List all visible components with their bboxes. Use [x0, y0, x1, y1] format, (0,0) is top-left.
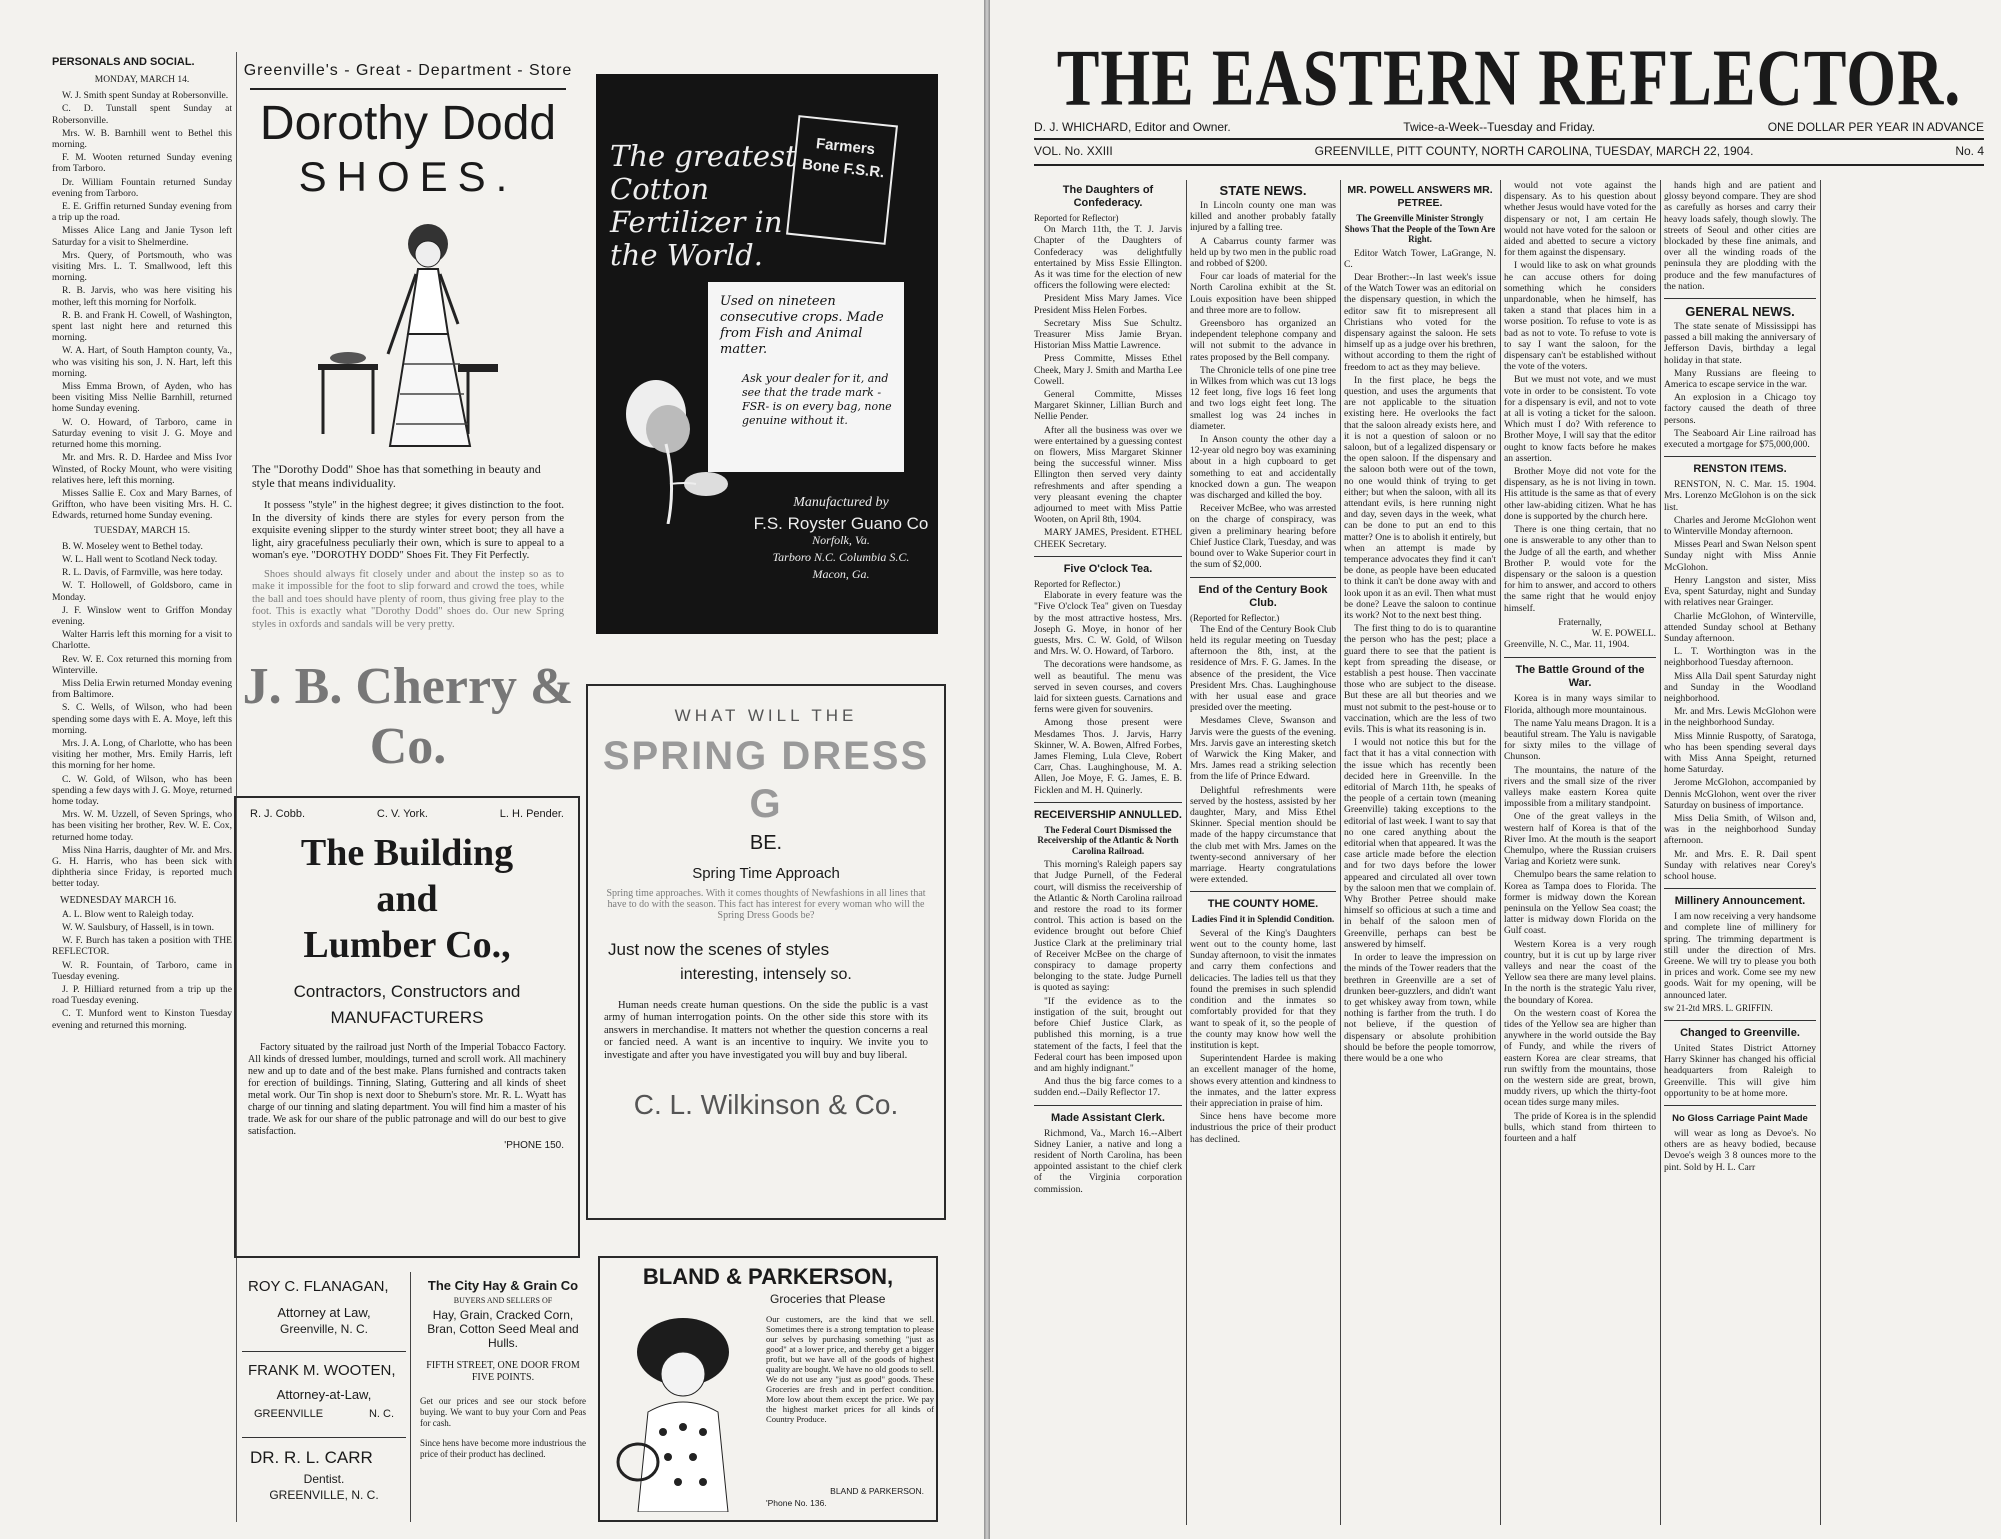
hay-items: Hay, Grain, Cracked Corn, Bran, Cotton Seed Meal and Hulls. — [427, 1308, 579, 1350]
personal-item: C. W. Gold, of Wilson, who has been spending a few days with J. G. Moye, returned home today. — [52, 773, 232, 807]
personal-item: R. L. Davis, of Farmville, was here today. — [62, 567, 223, 579]
carr-name: DR. R. L. CARR — [250, 1448, 373, 1467]
paragraph: Charles and Jerome McGlohon went to Winterville Monday afternoon. — [1664, 514, 1816, 538]
lumber-phone: 'PHONE 150. — [504, 1140, 564, 1151]
changed-text — [1664, 1043, 1816, 1099]
hay-footer: Since hens have become more industrious the price of their product has declined. — [420, 1437, 586, 1459]
personal-item: W. W. Saulsbury, of Hassell, is in town. — [62, 922, 214, 934]
dodd-tagline: The "Dorothy Dodd" Shoe has that something in beauty and style that means individuality. — [252, 462, 541, 490]
personal-item: W. O. Howard, of Tarboro, came in Saturday evening to visit J. G. Moye and returned home this morning. — [52, 416, 232, 451]
personal-item: Dr. William Fountain returned Sunday evening from Tarboro. — [52, 176, 232, 199]
paragraph: After all the business was over we were entertained by a guessing contest on flowers, Miss Margaret Skinner being the successful winner. Miss Ellington then served very dainty refreshments and after spending a very pleasant evening the chapter adjourned to meet with Miss Pattie Wooten, on April 8th, 1904. — [1034, 424, 1182, 526]
hay-addr: FIFTH STREET, ONE DOOR FROM FIVE POINTS. — [426, 1360, 580, 1383]
spring-scenes-1: Just now the scenes of styles — [608, 939, 830, 959]
dodd-top-line: Greenville's - Great - Department - Store — [243, 62, 573, 79]
number-line: No. 4 — [1955, 144, 1984, 158]
paragraph: Richmond, Va., March 16.--Albert Sidney Lanier, a native and long a resident of North Carolina, has been appointed assistant to the chief clerk of the Virginia corporation commission. — [1034, 1127, 1182, 1195]
paragraph: Many Russians are fleeing to America to escape service in the war. — [1664, 367, 1816, 391]
column-3 — [1344, 180, 1496, 1525]
paragraph: Chemulpo bears the same relation to Korea as Tampa does to Florida. The former is midway down the Korean peninsula on the Yellow Sea coast; the latter is midway down Florida on the Gulf coast. — [1504, 869, 1656, 937]
carr-place: GREENVILLE, N. C. — [269, 1488, 379, 1502]
paragraph: An explosion in a Chicago toy factory caused the death of three persons. — [1664, 392, 1816, 426]
paragraph: Henry Langston and sister, Miss Eva, spent Saturday, night and Sunday with relatives near Grainger. — [1664, 574, 1816, 609]
personal-item: Walter Harris left this morning for a visit to Charlotte. — [52, 629, 232, 652]
paragraph: "If the evidence as to the instigation of the suit, brought out before Chief Justice Clark, as published this morning, is a true statement of the facts, I feel that the Federal court has been imposed upon and am highly indignant." — [1034, 995, 1182, 1074]
personal-item: W. J. Smith spent Sunday at Robersonville. — [62, 90, 229, 102]
maker-line-1: Manufactured by — [793, 495, 889, 510]
paragraph: I would like to ask on what grounds he can accuse others for doing something which he considers unpardonable, when he himself, has taken a stand that places him in a worse position. To refuse to vote is as bad as not to vote. To refuse to vote is to say I want the saloon, for the dispensary can't be established without the vote of the voters. — [1504, 260, 1656, 373]
wooten-card — [242, 1358, 406, 1438]
daughters-text — [1034, 224, 1182, 550]
letter-date: Greenville, N. C., Mar. 11, 1904. — [1504, 640, 1630, 651]
wooten-title: Attorney-at-Law, — [276, 1387, 372, 1402]
paragraph: will wear as long as Devoe's. No others are as heavy bodied, because Devoe's weigh 3 8 ounces more to the pint. Sold by H. L. Carr — [1664, 1128, 1816, 1173]
lumber-body: Factory situated by the railroad just North of the Imperial Tobacco Factory. All kinds of dressed lumber, mouldings, turned and scroll work. All machinery new and up to date and of the best make. Plans furnished and contracts taken for erection of buildings. Tinning, Slating, Guttering and all kinds of sheet metal work. Our Tin shop is next door to Sheburn's store. Mr. R. L. Wyatt has charge of our tinning and slating department. You will find him a master of his trade. We ask for our share of the public patronage and will do our best to give satisfaction. — [248, 1042, 566, 1137]
personal-item: W. R. Fountain, of Tarboro, came in Tuesday evening. — [52, 959, 232, 982]
paragraph: The decorations were handsome, as well as beautiful. The menu was served in seven courses, and covers laid for sixteen guests. Carnations and ferns were given for souvenirs. — [1034, 659, 1182, 716]
personal-item: Mrs. Query, of Portsmouth, who was visiting Mrs. L. T. Smallwood, left this morning. — [52, 249, 232, 284]
personal-item: W. A. Hart, of South Hampton county, Va., who was visiting his son, J. N. Hart, left this morning. — [52, 345, 232, 379]
paragraph: The Chronicle tells of one pine tree in Wilkes from which was cut 13 logs 12 feet long, five logs 16 feet long and two logs eight feet long. The smallest log was 24 inches in diameter. — [1190, 364, 1336, 432]
bland-sign: BLAND & PARKERSON. — [830, 1486, 924, 1496]
dodd-body-2: Shoes should always fit closely under and about the instep so as to make it impossible for the foot to slip forward and crowd the toes, while the ball and toes should have plenty of room, thus giving free play to the foot. This is exactly what "Dorothy Dodd" shoes do. Our new Spring styles in oxfords and sandals will be very pretty. — [252, 568, 564, 630]
personal-item: Miss Delia Erwin returned Monday evening from Baltimore. — [52, 677, 232, 701]
paragraph: The mountains, the nature of the rivers and the small size of the river valleys make eastern Korea quite impossible from a military standpoint. — [1504, 764, 1656, 810]
lumber-partner-name: R. J. Cobb. — [250, 808, 306, 820]
renston-text — [1664, 479, 1816, 882]
paragraph: United States District Attorney Harry Skinner has changed his official headquarters from Raleigh to Greenville. This will give him opportunity to be at home more. — [1664, 1043, 1816, 1099]
battle-ground-text — [1504, 693, 1656, 1144]
paragraph: I would not notice this but for the fact that it has a vital connection with the issue which has recently been decided here in Greenville. In the editorial of March 11th, he speaks of the people of a certain town (meaning Greenville) taking exceptions to the editorial of last week. I want to say that no one cared anything about the editorial when that appeared. It was the case article made before the election and for two days before the lower appeared and circulated all over town by the saloon men that we complain of. Why Brother Petree should make himself so officious at such a time and in behalf of the saloon men of Greenville, perhaps can best be answered by himself. — [1344, 737, 1496, 950]
spring-be: BE. — [749, 832, 783, 854]
personal-item: Rev. W. E. Cox returned this morning from Winterville. — [52, 653, 232, 676]
paragraph: Delightful refreshments were served by the hostess, assisted by her daughter, Mary, and Miss Ethel Skinner. Special mention should be made of the happy circumstance that the club met with Mrs. James on the twenty-second anniversary of her marriage. Hearty congratulations were extended. — [1190, 784, 1336, 886]
personal-item: Miss Emma Brown, of Ayden, who has been visiting Miss Nellie Barnhill, returned home Sunday evening. — [52, 381, 232, 415]
county-home-heading: THE COUNTY HOME. — [1207, 898, 1319, 911]
tea-text — [1034, 590, 1182, 796]
lumber-sub-1: Contractors, Constructors and — [293, 982, 521, 1001]
personal-item: W. F. Burch has taken a position with THE REFLECTOR. — [52, 935, 232, 958]
paragraph: hands high and are patient and glossy beyond compare. They are shod as carefully as horses and carry their heavy loads safely, though slowly. The streets of Seoul and other cities are blockaded by these fine animals, and over all the winding roads of the peninsula they are plodding with the produce and the few manufactures of the nation. — [1664, 180, 1816, 292]
receivership-text — [1034, 859, 1182, 1098]
personal-item: Mrs. J. A. Long, of Charlotte, who has been visiting her mother, Mrs. Emily Harris, left this morning for her home. — [52, 737, 232, 772]
paragraph: And thus the big farce comes to a sudden end.--Daily Reflector 17. — [1034, 1076, 1182, 1099]
flanagan-name: ROY C. FLANAGAN, — [248, 1278, 389, 1295]
dorothy-dodd-ad — [240, 52, 576, 780]
personal-item: R. B. and Frank H. Cowell, of Washington, spent last night here and returned this morning. — [52, 309, 232, 344]
paragraph: The state senate of Mississippi has passed a bill making the anniversary of Jefferson Davis, birthday a legal holiday in that state. — [1664, 321, 1816, 366]
state-news-text — [1190, 200, 1336, 571]
note-text-2: Ask your dealer for it, and see that the trade mark -FSR- is on every bag, none genuine without it. — [742, 372, 892, 427]
personal-item: F. M. Wooten returned Sunday evening from Tarboro. — [52, 152, 232, 175]
paragraph: General Committe, Misses Margaret Skinner, Lillian Burch and Nellie Pender. — [1034, 389, 1182, 423]
bland-parkerson-ad — [598, 1256, 938, 1522]
paragraph: Miss Alla Dail spent Saturday night and Sunday in the Woodland neighborhood. — [1664, 670, 1816, 704]
column-2 — [1190, 180, 1336, 1525]
paragraph: MARY JAMES, President. ETHEL CHEEK Secretary. — [1034, 527, 1182, 550]
lady-illustration — [608, 1312, 758, 1512]
paragraph: Dear Brother:--In last week's issue of the Watch Tower was an editorial on the dispensary question, in which the editor saw fit to misrepresent all Christians who voted for the dispensary against the saloon. He sets himself up as a judge over his brethren, without according to them the right of freedom to act as they may believe. — [1344, 271, 1496, 373]
sack-label: Farmers Bone F.S.R. — [801, 135, 886, 182]
paragraph: would not vote against the dispensary. As to his question about whether Jesus would have voted for the dispensary or not, I am certain He would not have voted for the saloon or aided and abetted to secure a victory for them against the dispensary. — [1504, 180, 1656, 259]
paragraph: Elaborate in every feature was the "Five O'clock Tea" given on Tuesday by the most attractive hostess, Mrs. Joseph G. Moye, in honor of her guests, Mrs. C. W. Gold, of Wilson and Mrs. W. O. Howard, of Tarboro. — [1034, 590, 1182, 658]
left-page — [0, 0, 984, 1539]
paragraph: One of the great valleys in the western half of Korea is that of the River Imo. At the mouth is the seaport Chemulpo, where the Russian cruisers Variag and Korietz were sunk. — [1504, 811, 1656, 868]
paragraph: Miss Delia Smith, of Wilson and, was in the neighborhood Sunday afternoon. — [1664, 812, 1816, 847]
paragraph: Among those present were Mesdames Thos. J. Jarvis, Harry Skinner, W. A. Bowen, Alfred Forbes, James Fleming, Lula Cleve, Robert Carr, Chas. Laughinghouse, M. A. Allen, Joe Moye, F. G. James, E. B. Ficklen and M. H. Quinerly. — [1034, 717, 1182, 796]
paragraph: Superintendent Hardee is making an excellent manager of the home, shows every attention and kindness to the inmates, and the latter express their appreciation in praise of him. — [1190, 1053, 1336, 1109]
cherry-store-name: J. B. Cherry & Co. — [242, 658, 574, 775]
paragraph: In Anson county the other day a 12-year old negro boy was examining about in a high cupboard to get something to eat and accidentally knocked down a gun. The weapon was discharged and killed the boy. — [1190, 434, 1336, 502]
lumber-title-1: The Building — [300, 832, 514, 874]
lumber-partner-name: C. V. York. — [376, 808, 428, 820]
wilkinson-store-name: C. L. Wilkinson & Co. — [633, 1089, 899, 1121]
personal-item: E. E. Griffin returned Sunday evening from a trip up the road. — [52, 201, 232, 224]
paint-text — [1664, 1128, 1816, 1173]
paragraph: Secretary Miss Sue Schultz. Treasurer Miss Jamie Bryan. Historian Miss Mattie Lawrence. — [1034, 317, 1182, 352]
battle-ground-heading: The Battle Ground of the War. — [1515, 664, 1645, 690]
county-home-sub: Ladies Find it in Splendid Condition. — [1191, 914, 1335, 925]
woman-illustration — [308, 214, 508, 454]
general-news-heading: GENERAL NEWS. — [1685, 304, 1795, 320]
paragraph: Brother Moye did not vote for the dispensary, as he is not living in town. His attitude is the same as that of every other law-abiding citizen. What he has done is supported by the church here. — [1504, 466, 1656, 522]
price-line: ONE DOLLAR PER YEAR IN ADVANCE — [1767, 120, 1984, 134]
millinery-heading: Millinery Announcement. — [1674, 895, 1806, 908]
paragraph: Mr. and Mrs. E. R. Dail spent Sunday with relatives near Corey's school house. — [1664, 848, 1816, 882]
paragraph: In order to leave the impression on the minds of the Tower readers that the brethren in Greenville are a set of drunken beer-guzzlers, and didn't want to get whiskey away from town, while nothing is farther from the truth. I do not believe, if the question of dispensary or absolute prohibition should be before the people tomorrow, there would be a one who — [1344, 952, 1496, 1064]
personal-item: W. T. Hollowell, of Goldsboro, came in Monday. — [52, 580, 232, 603]
book-club-heading: End of the Century Book Club. — [1198, 583, 1328, 609]
issue-line: Twice-a-Week--Tuesday and Friday. — [1403, 120, 1596, 134]
personal-item: Mrs. W. B. Barnhill went to Bethel this morning. — [52, 127, 232, 151]
receivership-heading: RECEIVERSHIP ANNULLED. — [1034, 808, 1182, 821]
column-6-blank — [1824, 180, 1984, 1525]
personal-item: J. P. Hilliard returned from a trip up the road Tuesday evening. — [52, 984, 232, 1007]
paragraph: The name Yalu means Dragon. It is a beautiful stream. The Yalu is navigable for sixty miles to the village of Chunson. — [1504, 717, 1656, 763]
powell-heading: MR. POWELL ANSWERS MR. PETREE. — [1347, 184, 1493, 209]
paragraph: Several of the King's Daughters went out to the county home, last Sunday afternoon, to visit the inmates and carry them confections and delicacies. The ladies tell us that they found the premises in such splendid condition and the inmates so comfortably provided for that they want to speak of it, so the people of the county may know how well the institution is kept. — [1190, 927, 1336, 1051]
hay-sub: BUYERS AND SELLERS OF — [453, 1296, 553, 1305]
spring-big: SPRING DRESS G — [602, 734, 930, 826]
wooten-name: FRANK M. WOOTEN, — [248, 1362, 396, 1379]
paragraph: The first thing to do is to quarantine the person who has the pest; place a guard there to see that the patient is kept from spreading the disease, or establish a pest house. Then vaccinate those who are subject to the disease. But these are all but theories and we must not submit to the pest-house or to vaccination, which are the less of two evils. This is what its reasoning is in. — [1344, 623, 1496, 736]
fertilizer-headline: The greatest Cotton Fertilizer in the World. — [610, 139, 797, 272]
paragraph: Misses Pearl and Swan Nelson spent Sunday night with Miss Annie McGlohon. — [1664, 539, 1816, 573]
personal-item: Misses Sallie E. Cox and Mary Barnes, of Griffton, who have been visiting Mrs. H. C. Edwards, returned home Sunday evening. — [52, 487, 232, 522]
paragraph: Since hens have become more industrious the price of their product has declined. — [1190, 1111, 1336, 1145]
newspaper-title: THE EASTERN REFLECTOR. — [1056, 33, 1962, 122]
paragraph: Editor Watch Tower, LaGrange, N. C. — [1344, 247, 1496, 270]
personal-item: A. L. Blow went to Raleigh today. — [62, 908, 194, 920]
maker-line-3: Norfolk, Va. — [812, 533, 870, 547]
paragraph: Mr. and Mrs. Lewis McGlohon were in the neighborhood Sunday. — [1664, 706, 1816, 729]
powell-sub: The Greenville Minister Strongly Shows That the People of the Town Are Right. — [1344, 213, 1496, 244]
paragraph: This morning's Raleigh papers say that Judge Purnell, of the Federal court, will dismiss the receivership of the Atlantic & North Carolina railroad and restore the road to its former control. This action is based on the evidence brought out before Chief Justice Clark at the preliminary trial of Receiver McBee on the charge of conspiracy to damage property belonging to the state. Judge Purnell is quoted as saying: — [1034, 859, 1182, 994]
clerk-heading: Made Assistant Clerk. — [1051, 1111, 1165, 1124]
personals-monday-list — [52, 90, 232, 521]
personals-tuesday-list — [52, 541, 232, 890]
column-1 — [1034, 180, 1182, 1525]
spring-body-1: Spring time approaches. With it comes thoughts of Newfashions in all lines that have to do with the season. This fact has interest for every woman who will the Spring Dress Goods be? — [606, 888, 926, 922]
carr-title: Dentist. — [303, 1472, 345, 1486]
maker-line-4: Tarboro N.C. Columbia S.C. — [772, 550, 910, 564]
spring-question: WHAT WILL THE — [674, 706, 858, 725]
general-news-text — [1664, 321, 1816, 450]
lumber-title-3: Lumber Co., — [303, 924, 511, 966]
column-4 — [1504, 180, 1656, 1525]
editor-line: D. J. WHICHARD, Editor and Owner. — [1034, 120, 1231, 134]
lumber-names — [250, 808, 564, 820]
flanagan-place: Greenville, N. C. — [279, 1322, 369, 1336]
book-club-text — [1190, 624, 1336, 886]
county-home-text — [1190, 928, 1336, 1145]
paint-heading: No Gloss Carriage Paint Made — [1672, 1113, 1808, 1125]
paragraph: On the western coast of Korea the tides of the Yellow sea are higher than anywhere in the world outside the Bay of Fundy, and while the rivers of eastern Korea are clear streams, that run swiftly from the mountains, those on the western side are great, brown, muddy rivers, up which the thirty-foot ocean tides surge many miles. — [1504, 1007, 1656, 1109]
letter-closing: Fraternally, — [1558, 617, 1602, 628]
personal-item: B. W. Moseley went to Bethel today. — [62, 540, 203, 552]
paragraph: The pride of Korea is in the splendid bulls, which stand from thirteen to fourteen and a half — [1504, 1110, 1656, 1145]
spring-body-2: Human needs create human questions. On the side the public is a vast army of human interrogation points. On the other side this store with its answers in merchandise. It matters not whether the question concerns a real or fancied need. A want is an incentive to inquiry. We invite you to investigate and after you have investigated you will buy and buy liberal. — [604, 999, 928, 1061]
millinery-sign: sw 21-2td MRS. L. GRIFFIN. — [1664, 1002, 1773, 1013]
receivership-sub: The Federal Court Dismissed the Receivership of the Atlantic & North Carolina Railroad. — [1037, 824, 1179, 856]
paragraph: Mesdames Cleve, Swanson and Jarvis were the guests of the evening. Mrs. Jarvis gave an interesting sketch of Warwick the King Maker, and Mrs. James read a striking selection from the life of Prince Edward. — [1190, 715, 1336, 783]
personal-item: Mr. and Mrs. R. D. Hardee and Miss Ivor Winsted, of Rocky Mount, who were visiting relatives here, left this morning. — [52, 452, 232, 486]
paragraph: The Seaboard Air Line railroad has executed a mortgage for $75,000,000. — [1664, 427, 1816, 451]
paragraph: I am now receiving a very handsome and complete line of millinery for spring. The trimming department is still under the direction of Mrs. Greene. We will try to please you both in prices and work. Come see my new goods. Wait for my opening, will be announced later. — [1664, 911, 1816, 1001]
personal-item: J. F. Winslow went to Griffon Monday evening. — [52, 604, 232, 627]
day-heading-monday: MONDAY, MARCH 14. — [94, 75, 190, 85]
cotton-flower-icon — [606, 374, 736, 524]
paragraph: In the first place, he begs the question, and uses the arguments that are not applicable to the situation existing here. He overlooks the fact that the saloon already exists here, and it is not a question of saloon or no saloon, but of a legalized dispensary or the open saloon. If the dispensary and the saloon both were out of the town, no one would think of trying to get either; but when the saloon, with all its attendant evils, is here running night and day, seven days in the week, what can be done to put an end to this matter? One is to abolish it entirely, but when an attempt is made by temperance advocates they find it can't be done, as people have been educated to think it can't be done away with and look upon it as an evil. Then what must be done? Leave the saloon to continue its work? Not to the next best thing. — [1344, 374, 1496, 621]
paragraph: The End of the Century Book Club held its regular meeting on Tuesday afternoon the 8th, inst, at the residence of Mrs. F. G. James. In the absence of the president, the Vice President Mrs. Chas. Laughinghouse with her usual ease and grace presided over the meeting. — [1190, 623, 1336, 714]
spring-dress-ad — [586, 684, 946, 1220]
letter-signature: W. E. POWELL. — [1591, 628, 1656, 639]
daughters-report: Reported for Reflector) — [1034, 213, 1119, 223]
millinery-text — [1664, 911, 1816, 1001]
clerk-text — [1034, 1128, 1182, 1195]
lumber-title-2: and — [376, 878, 438, 920]
volume-line: VOL. No. XXIII — [1034, 144, 1113, 158]
paragraph: In Lincoln county one man was killed and another probably fatally injured by a falling tree. — [1190, 200, 1336, 234]
day-heading-tuesday: TUESDAY, MARCH 15. — [93, 525, 191, 536]
paragraph: Charlie McGlohon, of Winterville, attended Sunday school at Bethany Sunday afternoon. — [1664, 610, 1816, 644]
bland-title: BLAND & PARKERSON, — [642, 1264, 894, 1289]
lumber-partner-name: L. H. Pender. — [499, 808, 564, 820]
bland-body: Our customers, are the kind that we sell. Sometimes there is a strong temptation to please our selves by purchasing something "just as good" at a lower price, and thereby get a bigger profit, but we have all of the goods of highest quality are bought. We have no old goods to sell. We do not use any "just as good" goods. These Groceries are fresh and in perfect condition. More low about them except the price. We pay the highest market prices for all kinds of Country Produce. — [766, 1314, 934, 1424]
personal-item: Miss Nina Harris, daughter of Mr. and Mrs. G. H. Harris, who has been sick with diphtheria since Friday, is reported much better today. — [52, 844, 232, 890]
dodd-brand: Dorothy Dodd — [259, 97, 557, 150]
dodd-body: It possess "style" in the highest degree; it gives distinction to the foot. In the diversity of kinds there are styles for every person from the exquisite evening slipper to the sturdy winter street boot; they all have a light, airy gracefulness peculiarly their own, which is sure to appeal to a woman's eye. "DOROTHY DODD" Shoes Fit. They Fit Perfectly. — [252, 500, 564, 561]
hay-grain-ad — [414, 1272, 592, 1522]
wooten-place-2: N. C. — [368, 1408, 394, 1420]
tea-report: Reported for Reflector.) — [1034, 578, 1121, 589]
fertilizer-ad — [596, 74, 938, 634]
dateline: GREENVILLE, PITT COUNTY, NORTH CAROLINA, TUESDAY, MARCH 22, 1904. — [1314, 144, 1754, 158]
sack-illustration — [786, 115, 898, 245]
tea-heading: Five O'clock Tea. — [1063, 562, 1153, 575]
powell-letter-text — [1344, 248, 1496, 1065]
lumber-ad — [234, 796, 580, 1258]
renston-heading: RENSTON ITEMS. — [1693, 463, 1787, 476]
flanagan-title: Attorney at Law, — [277, 1305, 371, 1320]
carr-card — [242, 1444, 406, 1520]
paragraph: But we must not vote, and we must vote in order to be consistent. To vote for a dispensary is evil, and not to vote at all is voting a ticket for the saloon. Which must I do? With reference to Brother Moye, I will say that the editor ought to know facts before he makes an assertion. — [1504, 374, 1656, 464]
paragraph: Korea is in many ways similar to Florida, although more mountainous. — [1504, 693, 1656, 716]
maker-line-5: Macon, Ga. — [812, 567, 870, 581]
personal-item: C. T. Munford went to Kinston Tuesday evening and returned this morning. — [52, 1008, 232, 1031]
right-page — [990, 0, 2001, 1539]
spring-approach: Spring Time Approach — [692, 865, 840, 882]
fertilizer-note — [708, 282, 904, 472]
paragraph: Greensboro has organized an independent telephone company and will not submit to the advance in rates proposed by the Bell company. — [1190, 318, 1336, 363]
paragraph: Receiver McBee, who was arrested on the charge of conspiracy, was given a preliminary hearing before Chief Justice Clark, Tuesday, and was bound over to Wake Superior court in the sum of $2,000. — [1190, 503, 1336, 571]
personal-item: C. D. Tunstall spent Sunday at Robersonville. — [52, 103, 232, 126]
paragraph: Miss Minnie Ruspotty, of Saratoga, who has been spending several days with Miss Anna Speight, returned home Saturday. — [1664, 730, 1816, 776]
hay-body: Get our prices and see our stock before buying. We want to buy your Corn and Peas for cash. — [420, 1396, 586, 1429]
dodd-product: SHOES. — [298, 153, 518, 200]
personal-item: S. C. Wells, of Wilson, who had been spending some days with E. A. Moye, left this morning. — [52, 702, 232, 736]
masthead — [1034, 28, 1984, 178]
personal-item: W. L. Hall went to Scotland Neck today. — [62, 553, 218, 565]
lumber-sub-2: MANUFACTURERS — [330, 1008, 484, 1027]
hay-title: The City Hay & Grain Co — [427, 1278, 579, 1293]
powell-letter-continued — [1504, 180, 1656, 614]
personals-heading: PERSONALS AND SOCIAL. — [52, 56, 195, 68]
daughters-heading: The Daughters of Confederacy. — [1062, 184, 1154, 209]
paragraph: L. T. Worthington was in the neighborhood Tuesday afternoon. — [1664, 646, 1816, 669]
personals-wednesday-list — [52, 909, 232, 1031]
state-news-heading: STATE NEWS. — [1219, 183, 1307, 198]
note-text: Used on nineteen consecutive crops. Made from Fish and Animal matter. — [720, 294, 884, 357]
personal-item: Misses Alice Lang and Janie Tyson left Saturday for a visit to Shelmerdine. — [52, 225, 232, 248]
paragraph: Jerome McGlohon, accompanied by Dennis McGlohon, went over the river Saturday on business of importance. — [1664, 777, 1816, 811]
paragraph: A Cabarrus county farmer was held up by two men in the public road and robbed of $200. — [1190, 235, 1336, 270]
personals-column — [52, 52, 232, 1522]
paragraph: President Miss Mary James. Vice President Miss Helen Forbes. — [1034, 293, 1182, 316]
wooten-place-1: GREENVILLE — [254, 1408, 324, 1420]
paragraph: Four car loads of material for the North Carolina exhibit at the St. Louis exposition have been shipped and three more are to follow. — [1190, 271, 1336, 316]
personal-item: R. B. Jarvis, who was here visiting his mother, left this morning for Norfolk. — [52, 285, 232, 308]
paragraph: RENSTON, N. C. Mar. 15. 1904. Mrs. Lorenzo McGlohon is on the sick list. — [1664, 479, 1816, 513]
paragraph: There is one thing certain, that no one is answerable to any other than to the Judge of all the earth, and whether Brother P. would vote for the dispensary or the saloon is a question for him to answer, and accord to others the same right that he would enjoy himself. — [1504, 524, 1656, 614]
paragraph: Western Korea is a very rough country, but it is cut up by large river valleys and near the coast of the Yellow sea there are many level plains. In the north is the strategic Yalu river, the boundary of Korea. — [1504, 938, 1656, 1006]
bland-phone: 'Phone No. 136. — [766, 1498, 827, 1508]
personal-item: Mrs. W. M. Uzzell, of Seven Springs, who has been visiting her brother, Rev. W. E. Cox, returned home today. — [52, 809, 232, 843]
paragraph: Press Committe, Misses Ethel Cheek, Mary J. Smith and Martha Lee Cowell. — [1034, 353, 1182, 387]
flanagan-card — [242, 1272, 406, 1352]
changed-heading: Changed to Greenville. — [1680, 1027, 1800, 1039]
korea-continued — [1664, 180, 1816, 292]
paragraph: On March 11th, the T. J. Jarvis Chapter of the Daughters of Confederacy was delightfully entertained by Miss Essie Ellington. As it was time for the election of new officers the following were elected: — [1034, 224, 1182, 292]
bland-sub: Groceries that Please — [770, 1292, 886, 1306]
book-club-report: (Reported for Reflector.) — [1190, 612, 1280, 623]
spring-scenes-2: interesting, intensely so. — [680, 965, 852, 983]
day-heading-wednesday: WEDNESDAY MARCH 16. — [60, 894, 177, 906]
maker-line-2: F.S. Royster Guano Co — [753, 514, 929, 533]
column-5 — [1664, 180, 1816, 1525]
